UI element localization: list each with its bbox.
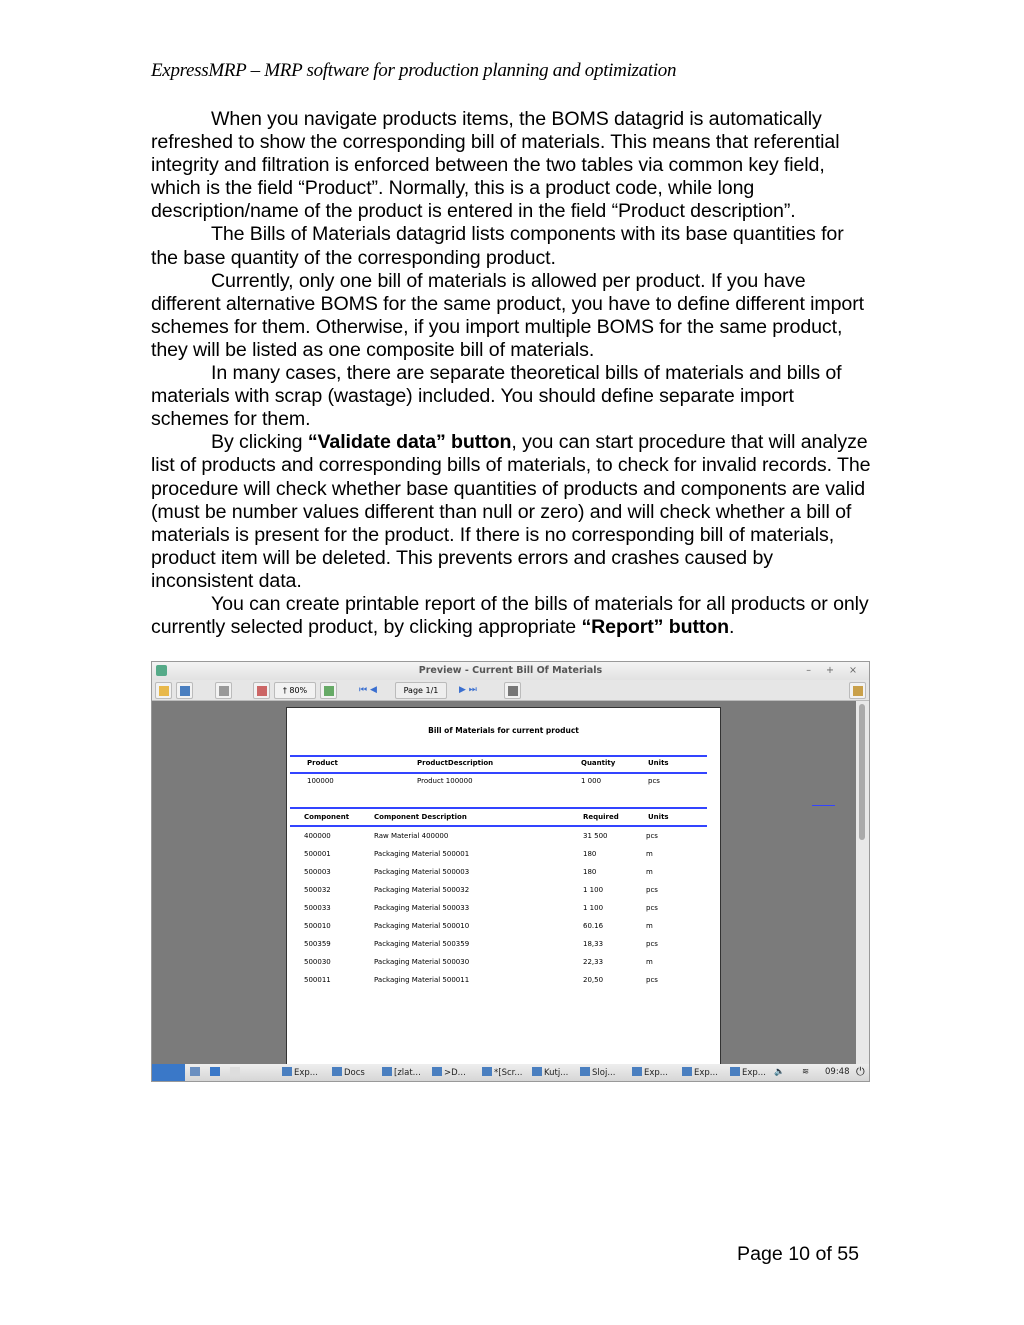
window-icon	[580, 1067, 590, 1076]
cell: pcs	[646, 976, 658, 984]
cell: Packaging Material 500359	[374, 940, 470, 948]
cell: 180	[583, 868, 597, 876]
window-icon	[532, 1067, 542, 1076]
taskbar-item[interactable]	[632, 1067, 668, 1078]
component-row	[287, 868, 720, 878]
component-row	[287, 922, 720, 932]
link-underline	[812, 805, 835, 806]
app-icon	[156, 665, 167, 676]
header-cell: Quantity	[581, 759, 616, 767]
open-button[interactable]	[155, 682, 172, 699]
text: .	[729, 616, 735, 639]
text: You can create printable report of the bills of materials for all products or only currently selected product, by clicking appropriate	[151, 592, 869, 639]
window-icon	[482, 1067, 492, 1076]
bold-text: “Validate data” button	[307, 431, 512, 454]
quicklaunch-icon[interactable]	[230, 1067, 242, 1078]
running-header: ExpressMRP – MRP software for production planning and optimization	[151, 60, 677, 81]
component-row	[287, 904, 720, 914]
cell: Packaging Material 500001	[374, 850, 470, 858]
start-button[interactable]	[152, 1064, 185, 1081]
taskbar-item[interactable]	[432, 1067, 466, 1078]
cell: pcs	[646, 904, 658, 912]
product-row	[287, 777, 720, 787]
paragraph	[151, 593, 873, 639]
wifi-icon[interactable]: ≋	[802, 1067, 810, 1077]
cell: 500359	[304, 940, 331, 948]
taskbar-item[interactable]	[282, 1067, 318, 1078]
taskbar-item-label: >D...	[444, 1068, 466, 1078]
zoom-out-icon	[257, 686, 267, 696]
cell: 1 100	[583, 886, 604, 894]
vertical-scrollbar[interactable]	[856, 701, 869, 1066]
save-button[interactable]	[176, 682, 193, 699]
taskbar-item[interactable]	[682, 1067, 718, 1078]
cell: Packaging Material 500032	[374, 886, 470, 894]
cell: 500001	[304, 850, 331, 858]
cell: 500011	[304, 976, 331, 984]
taskbar-item-label: *[Scr...	[494, 1068, 523, 1078]
save-icon	[180, 686, 190, 696]
window-controls[interactable]: – + ×	[806, 665, 863, 676]
zoom-value: 80%	[289, 686, 308, 695]
cell: m	[646, 868, 653, 876]
cell: pcs	[648, 777, 660, 785]
door-icon	[853, 686, 863, 696]
taskbar-item[interactable]	[332, 1067, 365, 1078]
component-row	[287, 940, 720, 950]
text: By clicking	[211, 431, 308, 454]
window-icon	[432, 1067, 442, 1076]
window-icon	[382, 1067, 392, 1076]
report-title: Bill of Materials for current product	[428, 726, 579, 735]
zoom-select[interactable]: † 80%	[274, 682, 316, 699]
text: In many cases, there are separate theoretical bills of materials and bills of materials with scrap (wastage) included. You should define separate import schemes for them.	[151, 362, 842, 431]
taskbar-item[interactable]	[482, 1067, 522, 1078]
cell: m	[646, 958, 653, 966]
zoom-in-icon	[324, 686, 334, 696]
paragraph	[151, 270, 873, 362]
cell: Raw Material 400000	[374, 832, 449, 840]
bold-text: “Report” button	[581, 616, 730, 639]
window-icon	[632, 1067, 642, 1076]
header-cell: Required	[583, 813, 619, 821]
cell: 20,50	[583, 976, 604, 984]
zoom-in-button[interactable]	[320, 682, 337, 699]
taskbar-item-label: Docs	[344, 1068, 365, 1078]
cell: 500003	[304, 868, 331, 876]
paragraph	[151, 431, 873, 593]
taskbar-item-label: Exp...	[742, 1068, 766, 1078]
window-icon	[282, 1067, 292, 1076]
open-icon	[159, 686, 169, 696]
scrollbar-thumb[interactable]	[859, 704, 865, 840]
power-icon[interactable]: ⏻	[856, 1065, 865, 1078]
header-cell: ProductDescription	[417, 759, 494, 767]
taskbar-item[interactable]	[580, 1067, 615, 1078]
zoom-out-button[interactable]	[253, 682, 270, 699]
header-cell: Units	[648, 759, 669, 767]
paragraph	[151, 108, 873, 223]
cell: 500032	[304, 886, 331, 894]
cell: m	[646, 850, 653, 858]
taskbar-item-label: Kutj...	[544, 1068, 569, 1078]
cell: m	[646, 922, 653, 930]
taskbar-item-label: [zlat...	[394, 1068, 421, 1078]
taskbar-item-label: Sloj...	[592, 1068, 616, 1078]
window-icon	[730, 1067, 740, 1076]
component-row	[287, 958, 720, 968]
volume-icon[interactable]: 🔈	[774, 1067, 785, 1077]
quicklaunch-icon[interactable]	[210, 1067, 222, 1078]
cell: 500030	[304, 958, 331, 966]
text: Currently, only one bill of materials is allowed per product. If you have different alternative BOMS for the same product, you have to define different import schemes for them. Otherwise, if you import multiple BOMS for the same product, they will be listed as one composite bill of materials.	[151, 269, 864, 361]
cell: 18,33	[583, 940, 604, 948]
window-icon	[682, 1067, 692, 1076]
text: , you can start procedure that will analyze list of products and corresponding bills of materials, to check for invalid records. The procedure will check whether base quantities of products and components are valid (must be number values different than null or zero) and will check whether a bill of materials is present for the product. If there is no corresponding bill of materials, product item will be deleted. This prevents errors and crashes caused by inconsistent data.	[151, 431, 871, 592]
cell: 180	[583, 850, 597, 858]
cell: 31 500	[583, 832, 608, 840]
paragraph	[151, 362, 873, 431]
taskbar-item-label: Exp...	[294, 1068, 318, 1078]
cell: 100000	[307, 777, 334, 785]
cell: Packaging Material 500011	[374, 976, 470, 984]
find-button[interactable]	[504, 682, 521, 699]
paragraph	[151, 223, 873, 269]
binoculars-icon	[508, 686, 518, 696]
cell: 1 000	[581, 777, 602, 785]
quicklaunch-icon[interactable]	[190, 1067, 202, 1078]
component-row	[287, 850, 720, 860]
print-button[interactable]	[215, 682, 232, 699]
cell: 400000	[304, 832, 331, 840]
screenshot-preview-window	[151, 661, 870, 1082]
page-indicator: Page 1/1	[395, 682, 447, 699]
toolbar	[152, 680, 869, 701]
cell: pcs	[646, 832, 658, 840]
clock: 09:48	[825, 1067, 850, 1077]
cell: 1 100	[583, 904, 604, 912]
text: When you navigate products items, the BOMS datagrid is automatically refreshed to show the corresponding bill of materials. This means that referential integrity and filtration is enforced between the two tables via common key field, which is the field “Product”. Normally, this is a product code, while long description/name of the product is entered in the field “Product description”.	[151, 108, 840, 223]
text: The Bills of Materials datagrid lists components with its base quantities for the base quantity of the corresponding product.	[151, 223, 844, 269]
cell: Packaging Material 500030	[374, 958, 470, 966]
window-title: Preview - Current Bill Of Materials	[418, 665, 603, 676]
cell: Product 100000	[417, 777, 473, 785]
report-page	[286, 707, 721, 1067]
exit-button[interactable]	[849, 682, 866, 699]
taskbar-item[interactable]	[382, 1067, 421, 1078]
taskbar	[152, 1064, 869, 1081]
component-header-row	[287, 813, 720, 823]
print-icon	[219, 686, 229, 696]
first-prev-page-icons[interactable]: ⏮ ◀	[359, 685, 377, 695]
cell: 500033	[304, 904, 331, 912]
header-cell: Component	[304, 813, 350, 821]
cell: 22,33	[583, 958, 604, 966]
header-cell: Units	[648, 813, 669, 821]
taskbar-item[interactable]	[730, 1067, 766, 1078]
taskbar-item[interactable]	[532, 1067, 568, 1078]
window-icon	[332, 1067, 342, 1076]
cell: Packaging Material 500010	[374, 922, 470, 930]
component-row	[287, 976, 720, 986]
component-row	[287, 832, 720, 842]
header-cell: Component Description	[374, 813, 467, 821]
page-number: Page 10 of 55	[737, 1243, 860, 1265]
cell: 500010	[304, 922, 331, 930]
taskbar-item-label: Exp...	[694, 1068, 718, 1078]
cell: Packaging Material 500003	[374, 868, 470, 876]
component-row	[287, 886, 720, 896]
cell: pcs	[646, 886, 658, 894]
cell: Packaging Material 500033	[374, 904, 470, 912]
next-last-page-icons[interactable]: ▶ ⏭	[459, 685, 477, 695]
header-cell: Product	[307, 759, 338, 767]
product-header-row	[287, 759, 720, 769]
title-bar	[152, 662, 869, 680]
cell: 60.16	[583, 922, 604, 930]
cell: pcs	[646, 940, 658, 948]
body-text	[151, 108, 873, 639]
taskbar-item-label: Exp...	[644, 1068, 668, 1078]
